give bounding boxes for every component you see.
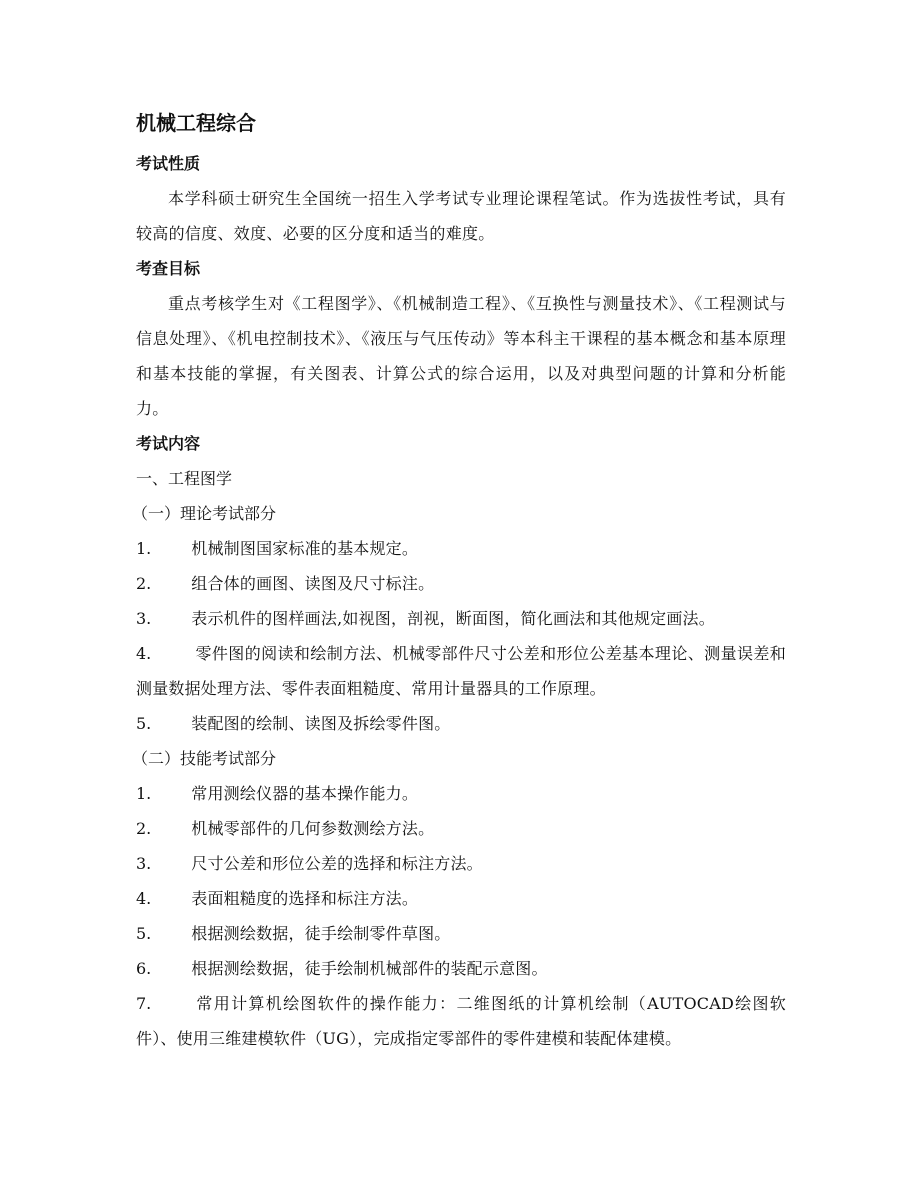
list-item-text: 零件图的阅读和绘制方法、机械零部件尺寸公差和形位公差基本理论、测量误差和测量数据处理方法、零件表面粗糙度、常用计量器具的工作原理。 bbox=[136, 644, 786, 698]
section-exam-objectives bbox=[136, 251, 786, 426]
list-item-number: 4. bbox=[136, 644, 152, 663]
list-item-number: 5. bbox=[136, 924, 152, 943]
paragraph-exam-objectives: 重点考核学生对《工程图学》、《机械制造工程》、《互换性与测量技术》、《工程测试与信息处理》、《机电控制技术》、《液压与气压传动》等本科主干课程的基本概念和基本原理和基本技能的掌握，有关图表、计算公式的综合运用，以及对典型问题的计算和分析能力。 bbox=[136, 294, 786, 418]
list-item bbox=[136, 566, 786, 601]
list-item bbox=[136, 706, 786, 741]
list-item-number: 4. bbox=[136, 889, 152, 908]
list-item-text: 尺寸公差和形位公差的选择和标注方法。 bbox=[191, 854, 483, 873]
document-title: 机械工程综合 bbox=[136, 111, 256, 135]
list-item bbox=[136, 881, 786, 916]
list-item-text: 表面粗糙度的选择和标注方法。 bbox=[191, 889, 419, 908]
list-item bbox=[136, 986, 786, 1056]
list-item-text: 组合体的画图、读图及尺寸标注。 bbox=[191, 574, 435, 593]
list-item-number: 3. bbox=[136, 609, 152, 628]
part-heading-engineering-graphics: 一、工程图学 bbox=[136, 469, 233, 488]
list-item-number: 7. bbox=[136, 994, 152, 1013]
section-exam-content bbox=[132, 426, 786, 1056]
list-item-text: 机械制图国家标准的基本规定。 bbox=[191, 539, 419, 558]
list-item-number: 2. bbox=[136, 819, 152, 838]
list-item-number: 1. bbox=[136, 784, 152, 803]
list-item bbox=[136, 601, 786, 636]
section-heading-exam-content: 考试内容 bbox=[136, 434, 201, 453]
list-item bbox=[136, 916, 786, 951]
list-item-text: 常用计算机绘图软件的操作能力：二维图纸的计算机绘制（AUTOCAD绘图软件）、使用三维建模软件（UG），完成指定零部件的零件建模和装配体建模。 bbox=[136, 994, 786, 1048]
section-heading-exam-nature: 考试性质 bbox=[136, 154, 201, 173]
list-item bbox=[136, 846, 786, 881]
subsection-label-skills: （二）技能考试部分 bbox=[132, 749, 277, 768]
section-exam-nature bbox=[136, 146, 786, 251]
list-item-number: 1. bbox=[136, 539, 152, 558]
list-item-text: 表示机件的图样画法,如视图，剖视，断面图，简化画法和其他规定画法。 bbox=[191, 609, 715, 628]
list-item bbox=[136, 811, 786, 846]
document-page bbox=[132, 106, 786, 1056]
list-item bbox=[136, 531, 786, 566]
list-item-text: 根据测绘数据，徒手绘制机械部件的装配示意图。 bbox=[191, 959, 548, 978]
subsection-label-theory: （一）理论考试部分 bbox=[132, 504, 277, 523]
list-item bbox=[136, 951, 786, 986]
list-item-text: 机械零部件的几何参数测绘方法。 bbox=[191, 819, 435, 838]
list-item bbox=[136, 776, 786, 811]
list-item bbox=[136, 636, 786, 706]
list-item-number: 3. bbox=[136, 854, 152, 873]
paragraph-exam-nature: 本学科硕士研究生全国统一招生入学考试专业理论课程笔试。作为选拔性考试，具有较高的信度、效度、必要的区分度和适当的难度。 bbox=[136, 189, 786, 243]
section-heading-exam-objectives: 考查目标 bbox=[136, 259, 201, 278]
list-item-number: 2. bbox=[136, 574, 152, 593]
list-item-text: 装配图的绘制、读图及拆绘零件图。 bbox=[191, 714, 451, 733]
list-item-text: 常用测绘仪器的基本操作能力。 bbox=[191, 784, 419, 803]
list-item-text: 根据测绘数据，徒手绘制零件草图。 bbox=[191, 924, 451, 943]
list-item-number: 6. bbox=[136, 959, 152, 978]
list-item-number: 5. bbox=[136, 714, 152, 733]
